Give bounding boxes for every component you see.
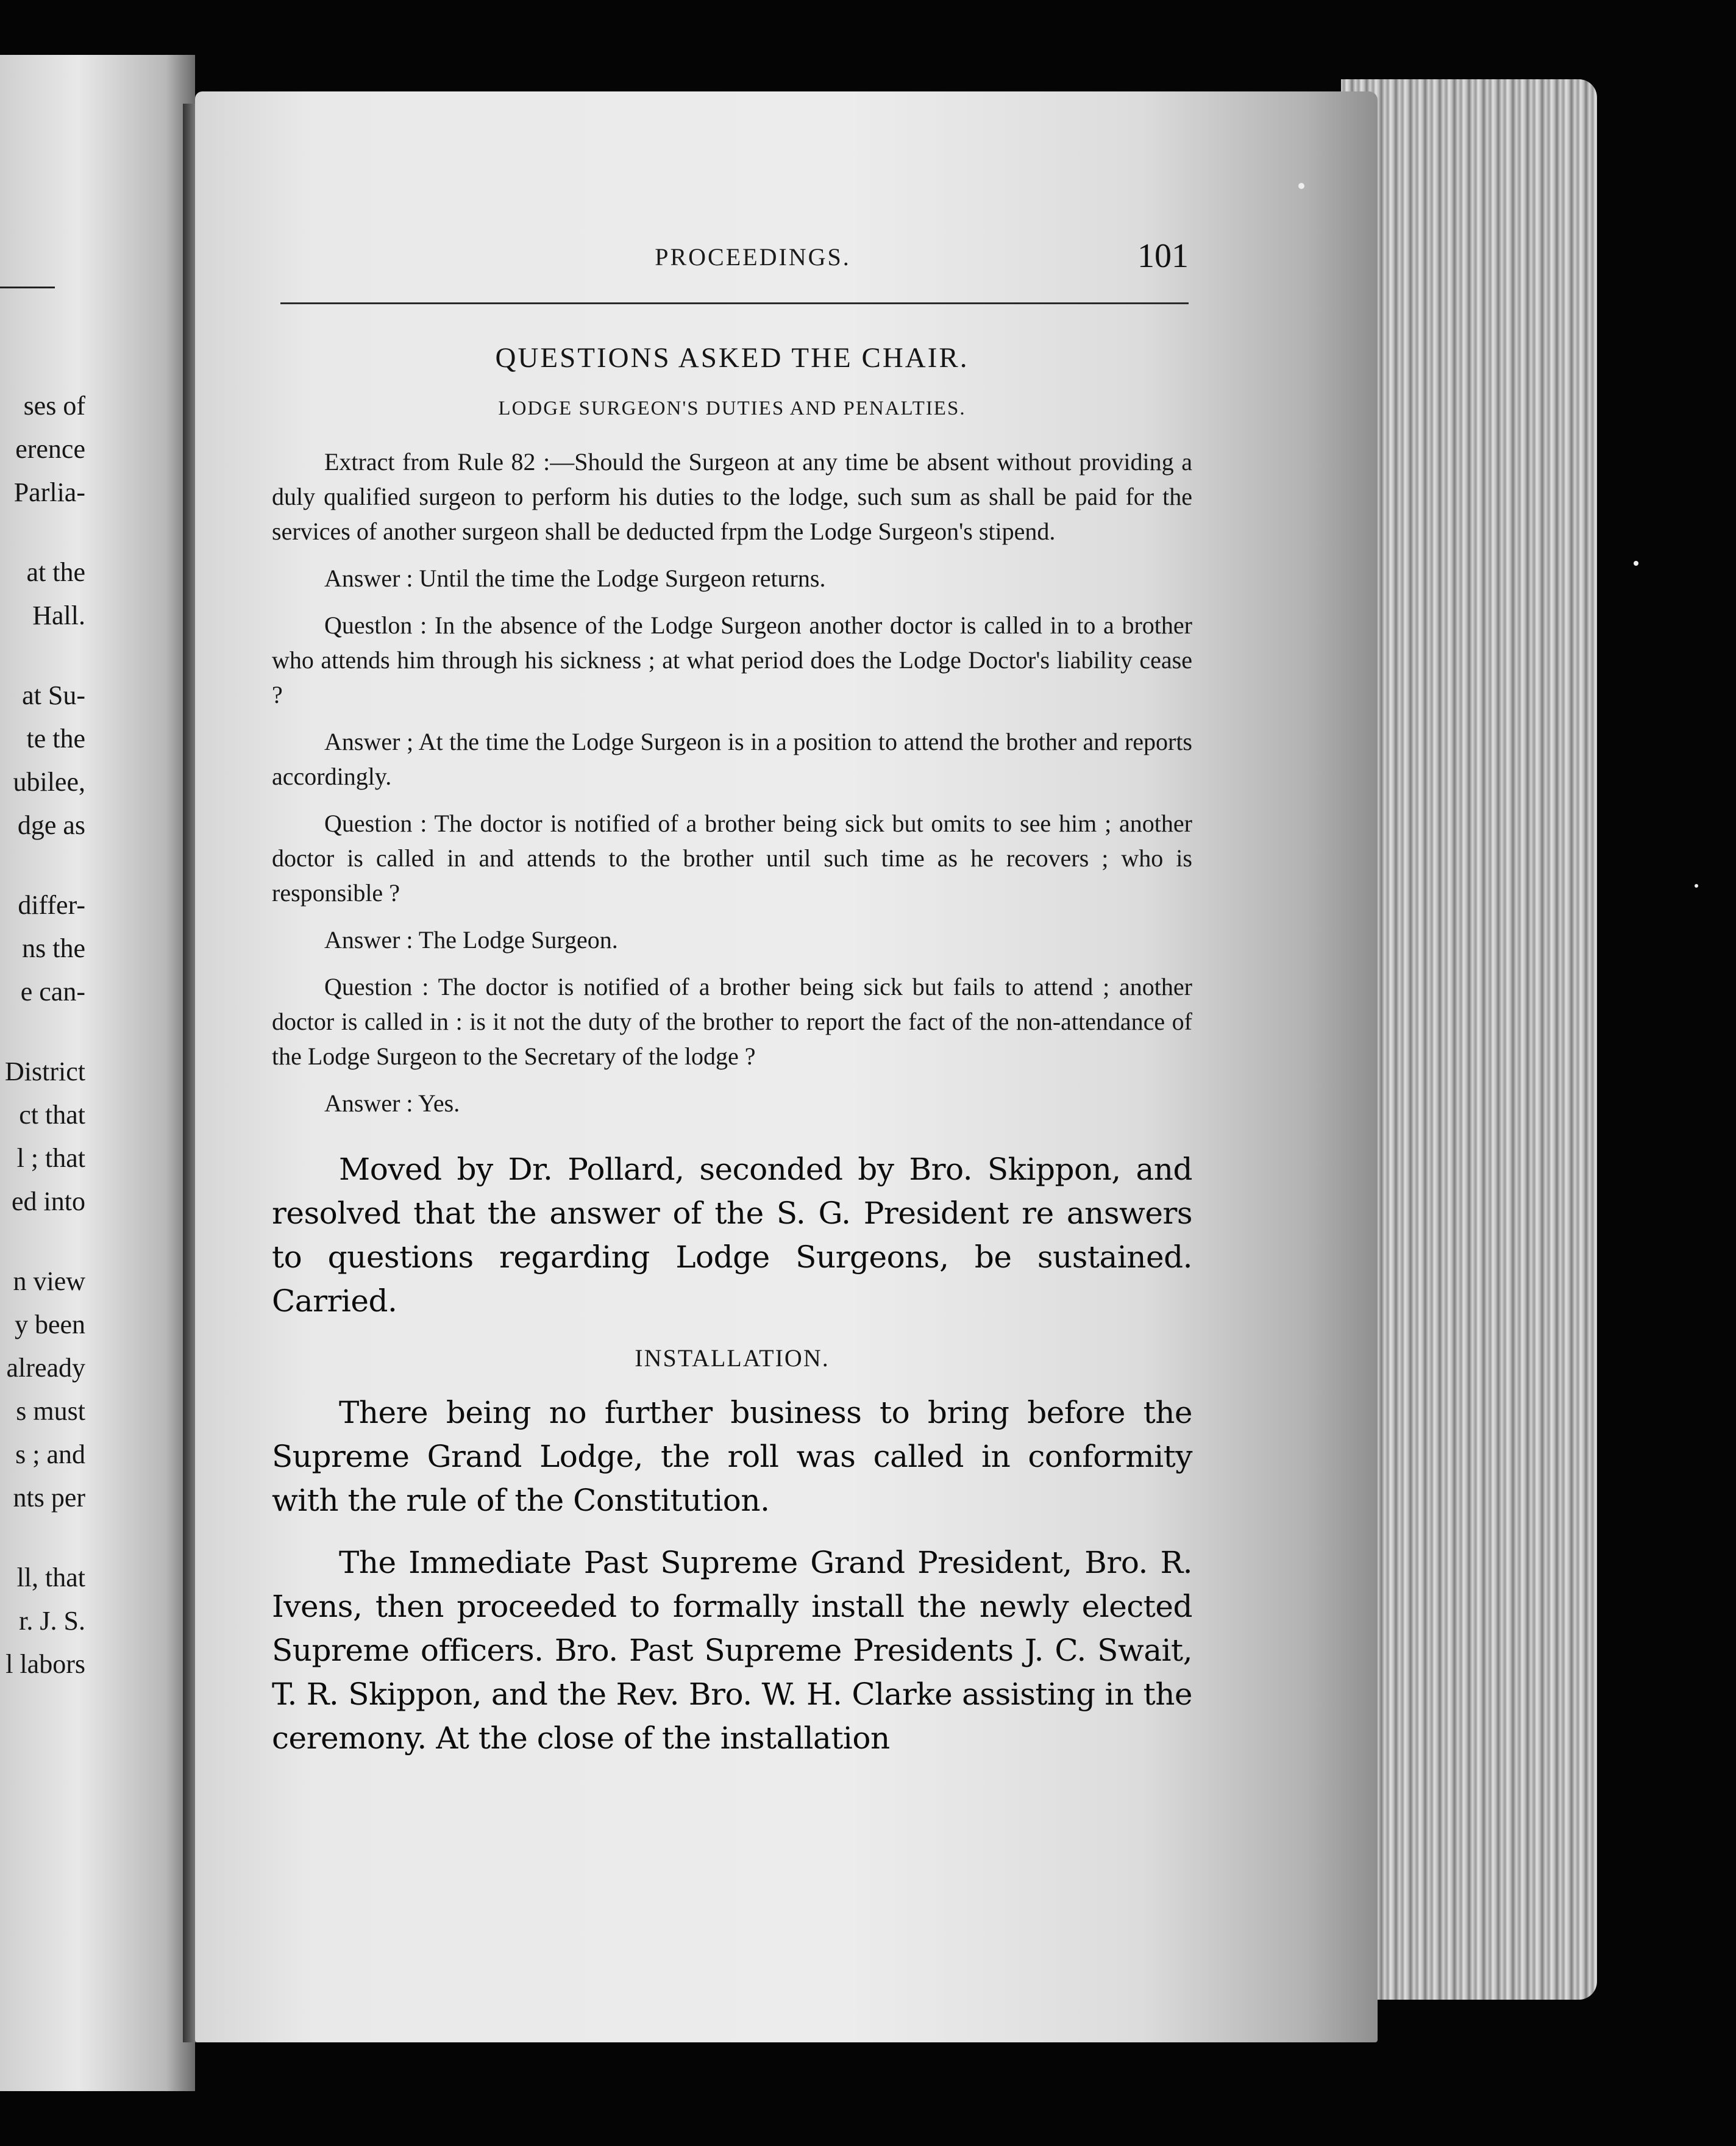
left-page-line: Hall. bbox=[32, 601, 85, 630]
answer-2: Answer ; At the time the Lodge Surgeon is in a position to attend the brother and reports accordingly. bbox=[272, 728, 1192, 790]
left-page-rule bbox=[0, 287, 55, 288]
left-page-line: erence bbox=[15, 434, 85, 464]
left-page-line: n view bbox=[13, 1266, 85, 1296]
left-page-line: r. J. S. bbox=[19, 1606, 85, 1636]
left-page-line: s ; and bbox=[15, 1439, 85, 1469]
left-page-line: nts per bbox=[13, 1483, 85, 1513]
installation-heading: INSTALLATION. bbox=[635, 1344, 830, 1372]
left-page-line: already bbox=[6, 1353, 85, 1383]
left-page-gap bbox=[0, 1223, 85, 1260]
left-page-line: ct that bbox=[19, 1100, 85, 1130]
answer-4: Answer : Yes. bbox=[324, 1089, 460, 1117]
motion-paragraph: Moved by Dr. Pollard, seconded by Bro. Skippon, and resolved that the answer of the S. G. President re answers to questions regarding Lodge Surgeons, be sustained. Carried. bbox=[272, 1152, 1192, 1319]
left-page-gap bbox=[0, 637, 85, 674]
left-page-line: ed into bbox=[12, 1186, 85, 1216]
question-1: Questlon : In the absence of the Lodge Surgeon another doctor is called in to a brother who attends him through his sickness ; at what period does the Lodge Doctor's liability cease ? bbox=[272, 611, 1192, 708]
running-title: PROCEEDINGS. bbox=[655, 243, 851, 271]
rule-extract: Extract from Rule 82 :—Should the Surgeon at any time be absent without providing a duly qualified surgeon to perform his duties to the lodge, such sum as shall be paid for the services of another surgeon shall be deducted frpm the Lodge Surgeon's stipend. bbox=[272, 448, 1192, 545]
left-page-gap bbox=[0, 1519, 85, 1556]
left-page-text bbox=[0, 384, 85, 1686]
installation-paragraph-1: There being no further business to bring before the Supreme Grand Lodge, the roll was called in conformity with the rule of the Constitution. bbox=[272, 1395, 1192, 1518]
left-page-line: differ- bbox=[18, 890, 85, 920]
scan-speck bbox=[1634, 561, 1638, 566]
question-2: Question : The doctor is notified of a brother being sick but omits to see him ; another doctor is called in and attends to the brother until such time as he recovers ; who is responsible ? bbox=[272, 810, 1192, 907]
scan-speck bbox=[1695, 884, 1698, 888]
left-page-line: l ; that bbox=[16, 1143, 85, 1173]
left-page-gap bbox=[0, 847, 85, 883]
left-page-line: ll, that bbox=[16, 1563, 85, 1592]
page-number: 101 bbox=[1137, 237, 1189, 275]
left-page-line: dge as bbox=[17, 810, 85, 840]
left-page-line: s must bbox=[16, 1396, 85, 1426]
left-page-line: at Su- bbox=[22, 680, 85, 710]
left-page-line: l labors bbox=[5, 1649, 85, 1679]
left-page-line: District bbox=[5, 1057, 85, 1086]
page-edges bbox=[1341, 79, 1597, 2000]
section-subtitle: LODGE SURGEON'S DUTIES AND PENALTIES. bbox=[498, 397, 966, 419]
page-header bbox=[280, 233, 1189, 282]
answer-3: Answer : The Lodge Surgeon. bbox=[324, 926, 618, 954]
section-title: QUESTIONS ASKED THE CHAIR. bbox=[495, 342, 969, 374]
left-page-line: ses of bbox=[23, 391, 85, 421]
left-page-line: ubilee, bbox=[13, 767, 85, 797]
left-page-gap bbox=[0, 514, 85, 551]
left-page-line: te the bbox=[26, 724, 85, 754]
left-page-line: y been bbox=[14, 1310, 85, 1339]
left-page-line: e can- bbox=[20, 977, 85, 1007]
scan-speck bbox=[1298, 183, 1304, 189]
left-page-line: ns the bbox=[22, 933, 85, 963]
left-page-line: at the bbox=[26, 557, 85, 587]
left-page bbox=[0, 55, 195, 2091]
page-content bbox=[272, 341, 1192, 1778]
left-page-line: Parlia- bbox=[13, 477, 85, 507]
answer-1: Answer : Until the time the Lodge Surgeon returns. bbox=[324, 565, 826, 592]
header-rule bbox=[280, 302, 1189, 304]
left-page-gap bbox=[0, 1013, 85, 1050]
installation-paragraph-2: The Immediate Past Supreme Grand President, Bro. R. Ivens, then proceeded to formally install the newly elected Supreme officers. Bro. Past Supreme Presidents J. C. Swait, T. R. Skippon, and the Rev. Bro. W. H. Clarke assisting in the ceremony. At the close of the installation bbox=[272, 1545, 1192, 1756]
question-3: Question : The doctor is notified of a brother being sick but fails to attend ; another doctor is called in : is it not the duty of the brother to report the fact of the non-attendance of the Lodge Surgeon to the Secretary of the lodge ? bbox=[272, 973, 1192, 1070]
